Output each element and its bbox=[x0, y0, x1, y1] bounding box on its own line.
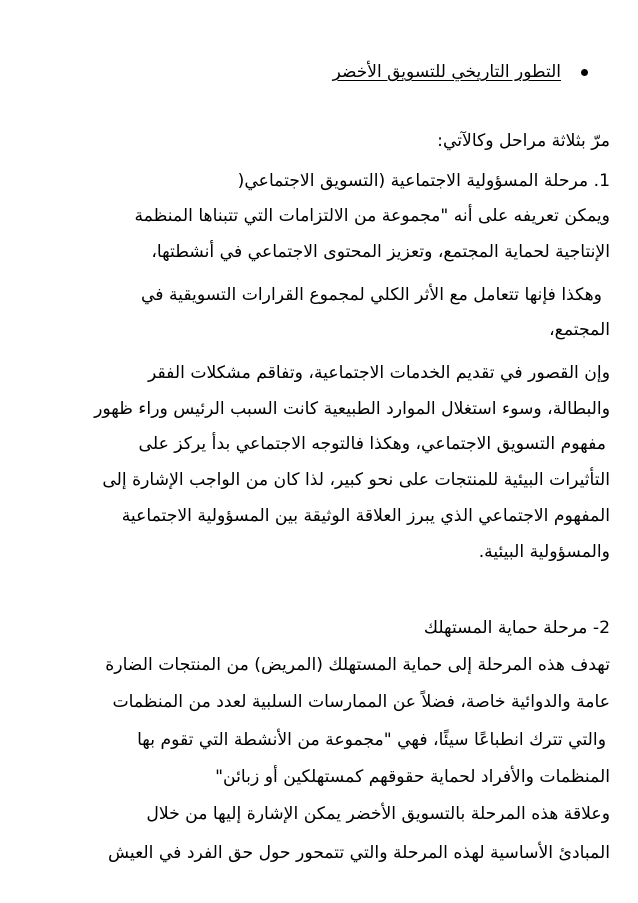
text-line: والمسؤولية البيئية. bbox=[478, 542, 610, 562]
section-heading bbox=[333, 62, 588, 82]
text-line: مرّ بثلاثة مراحل وكالآتي: bbox=[437, 131, 610, 151]
text-line: والبطالة، وسوء استغلال الموارد الطبيعية كانت السبب الرئيس وراء ظهور bbox=[94, 399, 610, 419]
text-line: التأثيرات البيئية للمنتجات على نحو كبير، لذا كان من الواجب الإشارة إلى bbox=[102, 470, 610, 490]
text-line: المنظمات والأفراد لحماية حقوقهم كمستهلكين أو زبائن" bbox=[215, 767, 610, 787]
text-line: المجتمع، bbox=[549, 320, 610, 340]
heading-text: التطور التاريخي للتسويق الأخضر bbox=[332, 62, 561, 82]
text-line: وإن القصور في تقديم الخدمات الاجتماعية، وتفاقم مشكلات الفقر bbox=[148, 363, 610, 383]
text-line: المبادئ الأساسية لهذه المرحلة والتي تتمحور حول حق الفرد في العيش bbox=[107, 843, 610, 863]
text-line: المفهوم الاجتماعي الذي يبرز العلاقة الوثيقة بين المسؤولية الاجتماعية bbox=[121, 506, 610, 526]
text-line: والتي تترك انطباعًا سيئًا، فهي "مجموعة من الأنشطة التي تقوم بها bbox=[137, 730, 606, 750]
text-line: تهدف هذه المرحلة إلى حماية المستهلك (المريض) من المنتجات الضارة bbox=[105, 655, 610, 675]
bullet-icon bbox=[581, 69, 588, 76]
text-line: مفهوم التسويق الاجتماعي، وهكذا فالتوجه الاجتماعي بدأ يركز على bbox=[138, 434, 606, 454]
text-line: وعلاقة هذه المرحلة بالتسويق الأخضر يمكن الإشارة إليها من خلال bbox=[146, 804, 610, 824]
text-line: الإنتاجية لحماية المجتمع، وتعزيز المحتوى الاجتماعي في أنشطتها، bbox=[151, 242, 610, 262]
text-line: 2- مرحلة حماية المستهلك bbox=[423, 618, 610, 638]
text-line: عامة والدوائية خاصة، فضلاً عن الممارسات السلبية لعدد من المنظمات bbox=[112, 692, 610, 712]
text-line: وهكذا فإنها تتعامل مع الأثر الكلي لمجموع القرارات التسويقية في bbox=[140, 285, 602, 305]
text-line: 1. مرحلة المسؤولية الاجتماعية (التسويق الاجتماعي( bbox=[237, 171, 610, 191]
text-line: ويمكن تعريفه على أنه "مجموعة من الالتزامات التي تتبناها المنظمة bbox=[134, 206, 610, 226]
